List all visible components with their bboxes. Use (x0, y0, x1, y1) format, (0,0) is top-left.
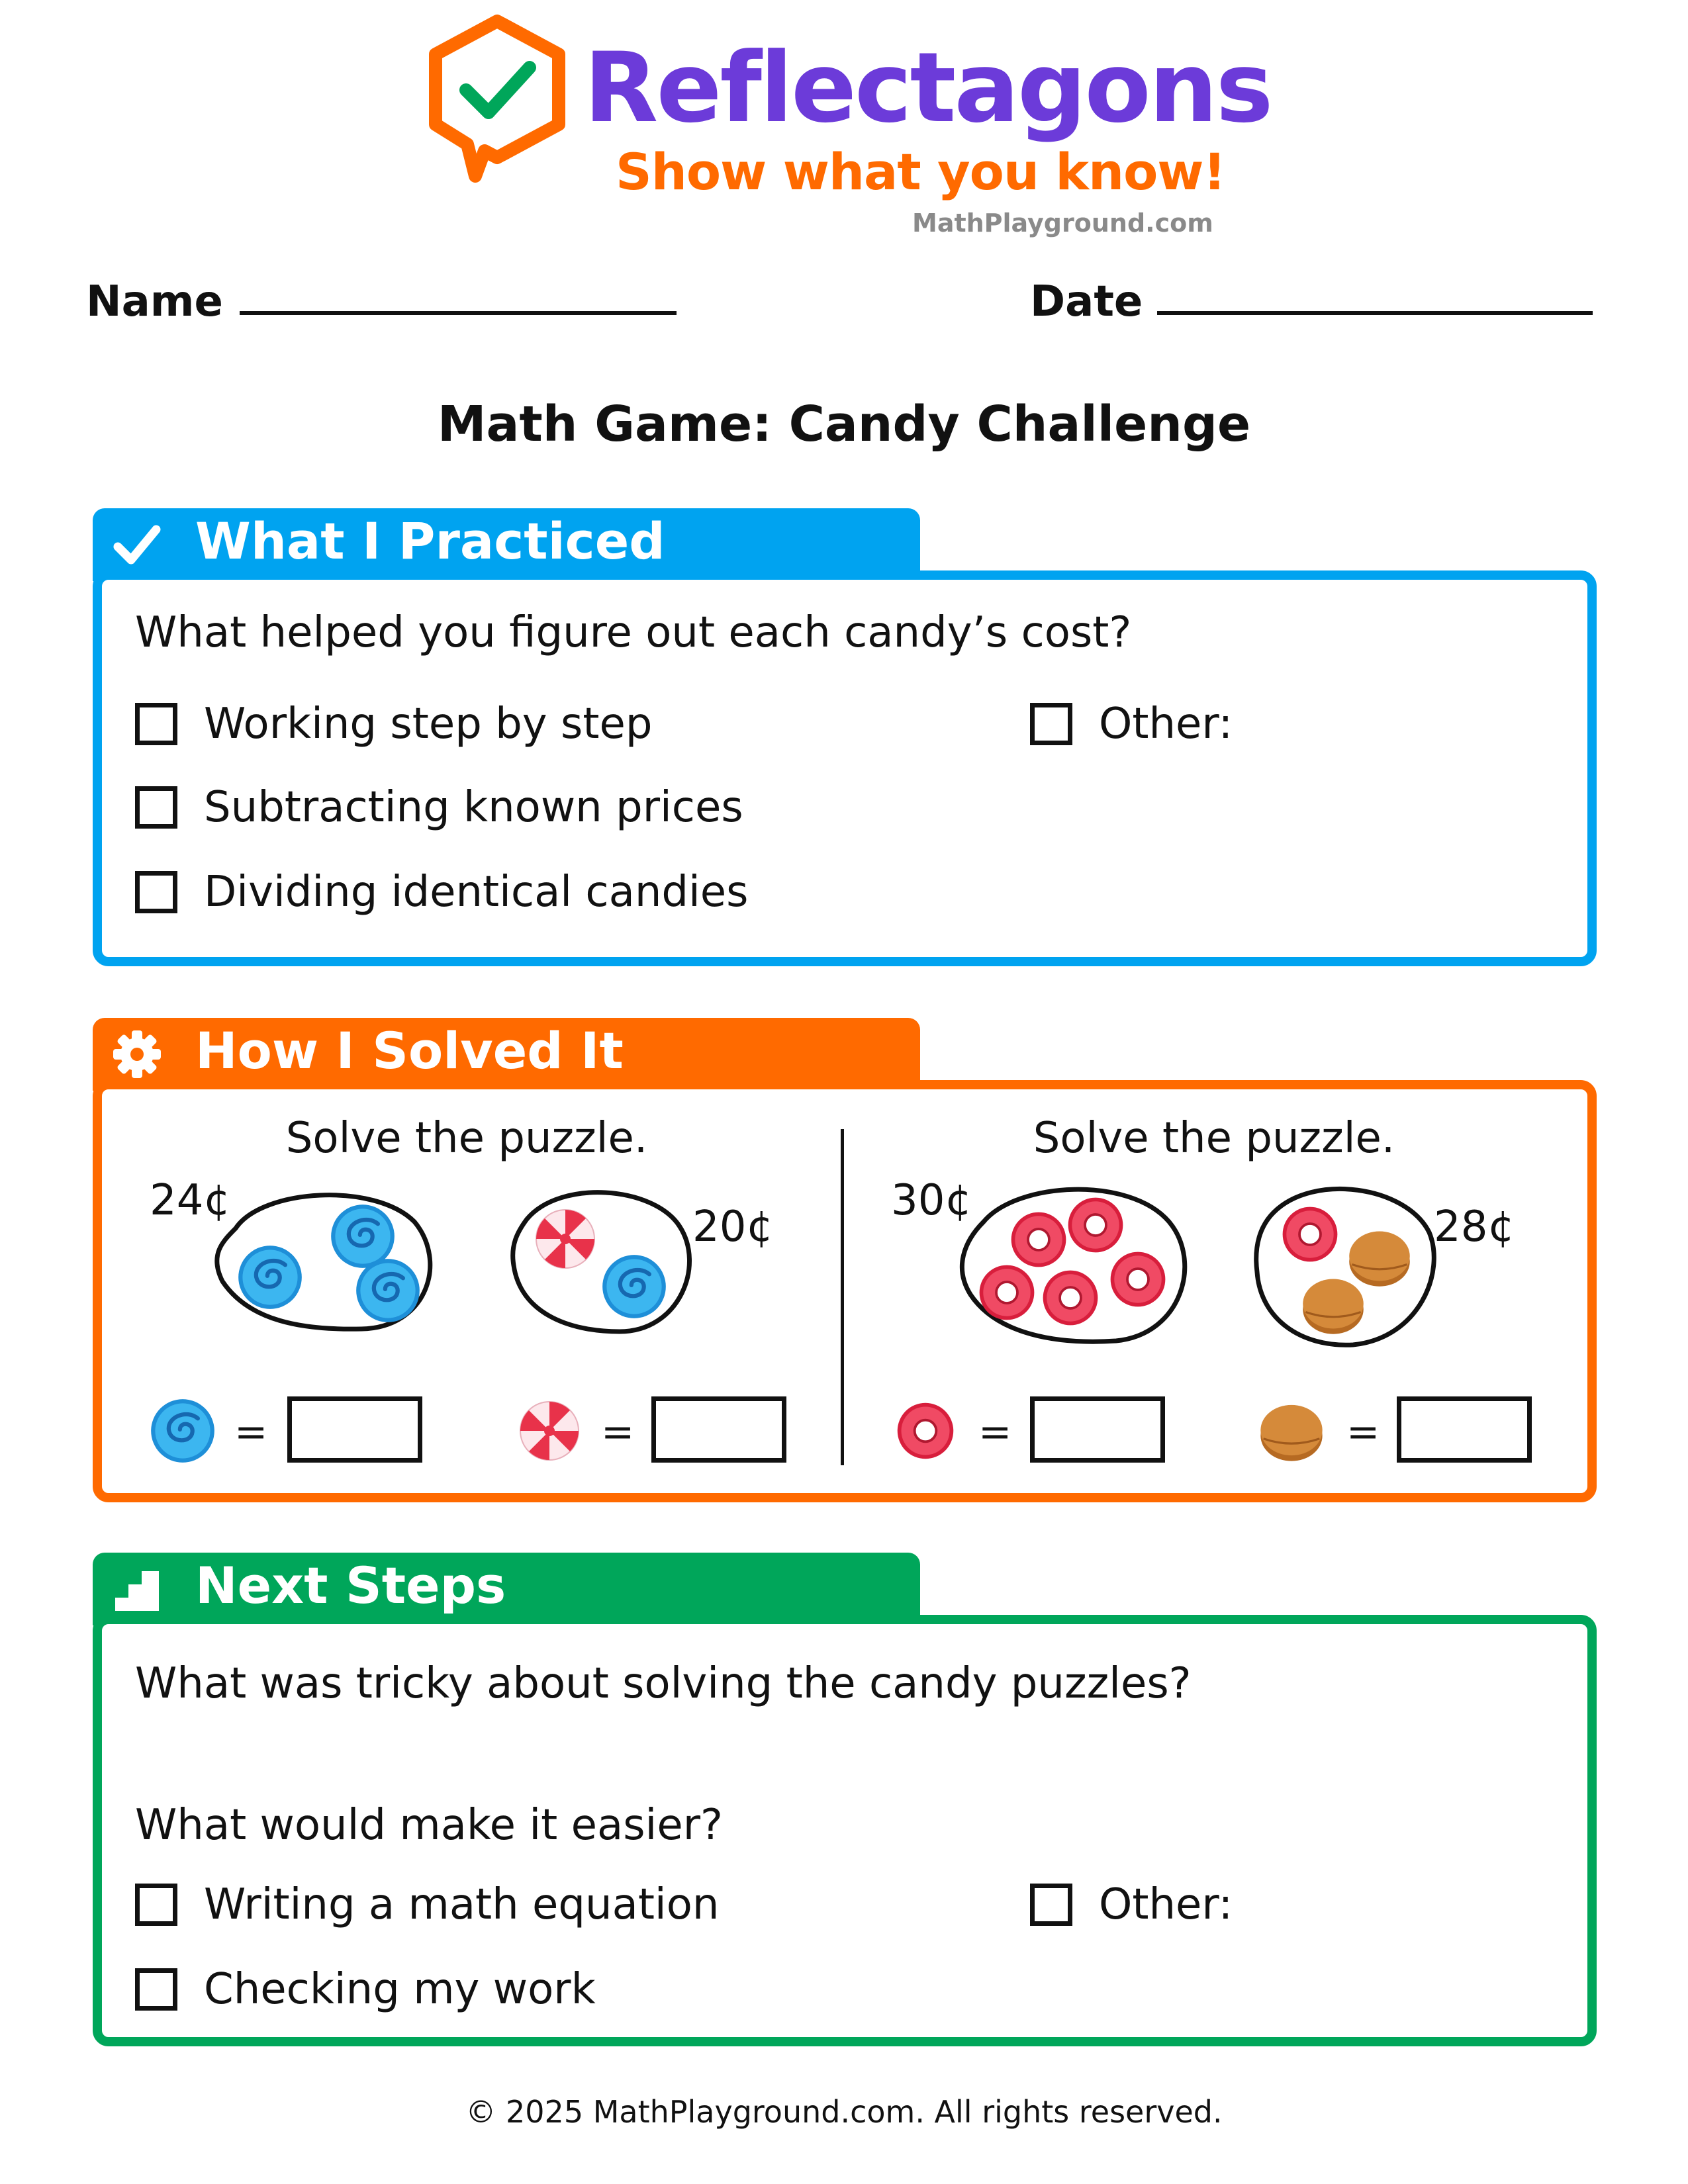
brown-cookie-candy-icon (1303, 1279, 1364, 1334)
brand-site: MathPlayground.com (912, 208, 1213, 238)
option-equation[interactable] (135, 1880, 720, 1929)
puzzle-1-group-b-price: 20¢ (692, 1203, 774, 1251)
practiced-title: What I Practiced (195, 512, 665, 570)
pink-ring-candy-icon (1043, 1271, 1098, 1326)
puzzle-2-heading: Solve the puzzle. (1033, 1114, 1395, 1163)
blue-candy-icon (356, 1259, 420, 1322)
equals-sign: = (1346, 1409, 1380, 1455)
option-step-by-step[interactable] (135, 700, 653, 749)
checkbox[interactable] (135, 786, 177, 829)
brown-cookie-candy-icon (1256, 1395, 1327, 1465)
brand-tagline: Show what you know! (616, 142, 1226, 201)
peppermint-candy-icon (536, 1210, 594, 1268)
puzzle-2-group-a-price: 30¢ (891, 1176, 972, 1225)
answer-box-blue-candy[interactable] (287, 1396, 422, 1463)
puzzle-2-group-b-price: 28¢ (1434, 1203, 1515, 1251)
pink-ring-candy-icon (1011, 1212, 1066, 1267)
option-label: Other: (1099, 1880, 1233, 1929)
puzzle-1-group-a (209, 1175, 447, 1347)
date-label: Date (1030, 277, 1143, 326)
option-dividing[interactable] (135, 868, 749, 917)
pink-ring-candy-icon (1283, 1207, 1338, 1262)
puzzle-2-group-a (951, 1175, 1202, 1354)
peppermint-candy-icon (516, 1398, 583, 1464)
puzzle-1-heading: Solve the puzzle. (285, 1114, 648, 1163)
puzzle-1-group-a-price: 24¢ (150, 1176, 231, 1225)
blue-candy-icon (238, 1246, 302, 1309)
checkbox[interactable] (1030, 1884, 1072, 1926)
checkmark-icon (113, 520, 162, 569)
equals-sign: = (978, 1409, 1012, 1455)
checkbox[interactable] (135, 703, 177, 745)
worksheet-title: Math Game: Candy Challenge (437, 396, 1251, 453)
option-label: Dividing identical candies (204, 868, 749, 917)
answer-box-brown-cookie[interactable] (1397, 1396, 1532, 1463)
option-label: Subtracting known prices (204, 783, 743, 832)
puzzle-2-group-b (1247, 1179, 1446, 1351)
stairs-icon (113, 1565, 162, 1614)
option-subtracting[interactable] (135, 783, 743, 832)
checkbox[interactable] (135, 1884, 177, 1926)
next-steps-question-tricky: What was tricky about solving the candy puzzles? (135, 1659, 1192, 1708)
blue-candy-icon (148, 1396, 217, 1465)
puzzle-1-group-b (507, 1179, 699, 1345)
equals-sign: = (601, 1409, 635, 1455)
answer-box-pink-ring[interactable] (1030, 1396, 1165, 1463)
option-other[interactable] (1030, 700, 1233, 749)
equals-sign: = (234, 1409, 268, 1455)
brand-title: Reflectagons (584, 32, 1272, 144)
puzzle-divider (841, 1129, 844, 1465)
solved-title: How I Solved It (195, 1021, 624, 1080)
name-line[interactable] (240, 311, 677, 315)
pink-ring-candy-icon (1068, 1198, 1123, 1253)
pink-ring-candy-icon (894, 1399, 957, 1463)
checkbox[interactable] (135, 1968, 177, 2011)
practiced-question: What helped you figure out each candy’s cost? (135, 608, 1132, 657)
brown-cookie-candy-icon (1349, 1232, 1410, 1287)
option-label: Other: (1099, 700, 1233, 749)
date-line[interactable] (1157, 311, 1593, 315)
next-steps-question-easier: What would make it easier? (135, 1801, 723, 1850)
answer-box-peppermint[interactable] (651, 1396, 786, 1463)
option-label: Working step by step (204, 700, 653, 749)
gear-icon (113, 1030, 162, 1079)
checkbox[interactable] (135, 871, 177, 913)
option-label: Writing a math equation (204, 1880, 720, 1929)
blue-candy-icon (602, 1255, 666, 1318)
pink-ring-candy-icon (1111, 1252, 1166, 1307)
name-label: Name (86, 277, 223, 326)
copyright-footer: © 2025 MathPlayground.com. All rights reserved. (465, 2094, 1223, 2130)
option-other[interactable] (1030, 1880, 1233, 1929)
blue-candy-icon (331, 1205, 395, 1268)
option-checking[interactable] (135, 1965, 596, 2014)
option-label: Checking my work (204, 1965, 596, 2014)
next-steps-title: Next Steps (195, 1556, 506, 1615)
reflectagons-logo-icon (424, 12, 571, 185)
checkbox[interactable] (1030, 703, 1072, 745)
pink-ring-candy-icon (980, 1265, 1035, 1320)
